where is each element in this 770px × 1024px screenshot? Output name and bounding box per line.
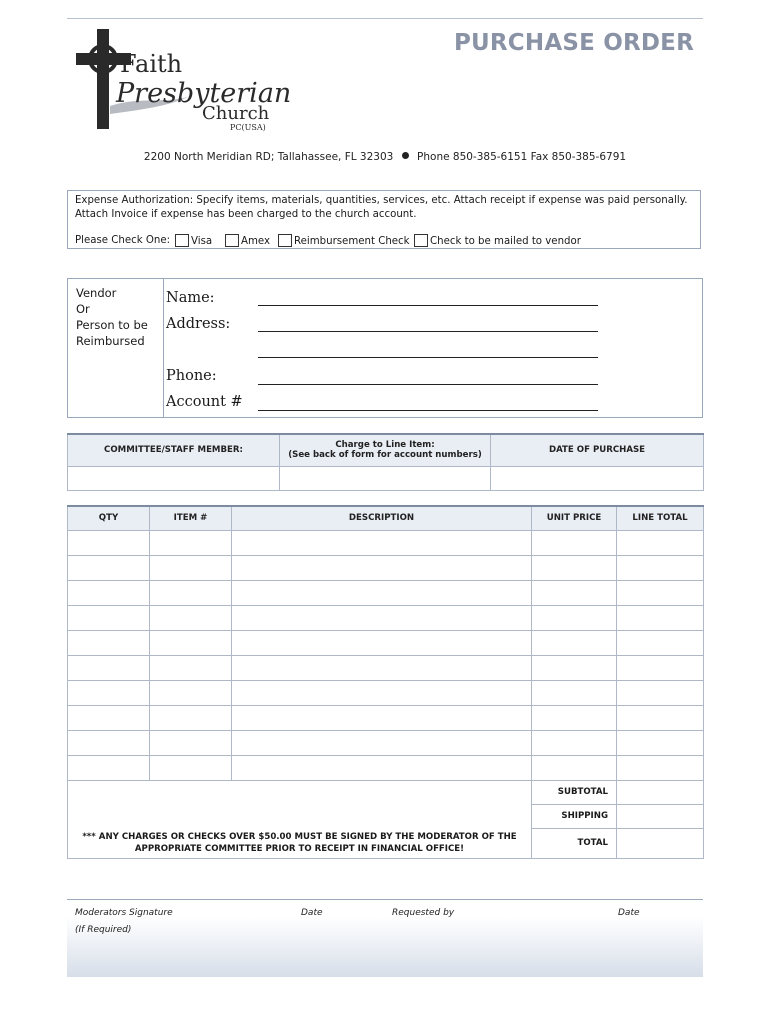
amex-option[interactable] bbox=[225, 234, 270, 249]
item-number-cell[interactable] bbox=[150, 605, 232, 630]
vendor-heading bbox=[76, 285, 148, 349]
line-total-cell[interactable] bbox=[617, 730, 704, 755]
item-number-cell[interactable] bbox=[150, 630, 232, 655]
unit-price-cell[interactable] bbox=[532, 580, 617, 605]
vendor-account-label: Account # bbox=[166, 394, 243, 410]
table-row bbox=[68, 530, 704, 555]
line-total-header: LINE TOTAL bbox=[617, 506, 704, 530]
item-number-cell[interactable] bbox=[150, 555, 232, 580]
church-address-line bbox=[0, 151, 770, 163]
table-row bbox=[68, 755, 704, 780]
celtic-cross-icon bbox=[70, 26, 290, 136]
vendor-phone-label: Phone: bbox=[166, 368, 217, 384]
qty-cell[interactable] bbox=[68, 630, 150, 655]
unit-price-cell[interactable] bbox=[532, 605, 617, 630]
vendor-phone-field[interactable] bbox=[258, 384, 598, 385]
description-cell[interactable] bbox=[232, 530, 532, 555]
table-row bbox=[68, 730, 704, 755]
reimbursement-label: Reimbursement Check bbox=[294, 236, 410, 247]
vendor-heading-line: Or bbox=[76, 302, 90, 316]
bullet-icon bbox=[402, 152, 409, 159]
qty-cell[interactable] bbox=[68, 680, 150, 705]
moderator-signature-label: Moderators Signature bbox=[75, 908, 173, 918]
item-number-cell[interactable] bbox=[150, 755, 232, 780]
qty-cell[interactable] bbox=[68, 605, 150, 630]
visa-option[interactable] bbox=[175, 234, 212, 249]
moderator-notice bbox=[68, 828, 532, 858]
line-total-cell[interactable] bbox=[617, 705, 704, 730]
church-logo bbox=[70, 26, 290, 136]
description-cell[interactable] bbox=[232, 730, 532, 755]
total-label: TOTAL bbox=[532, 828, 617, 858]
item-number-cell[interactable] bbox=[150, 705, 232, 730]
amex-label: Amex bbox=[241, 236, 271, 247]
date-of-purchase-header: DATE OF PURCHASE bbox=[491, 434, 704, 466]
line-total-cell[interactable] bbox=[617, 680, 704, 705]
unit-price-cell[interactable] bbox=[532, 630, 617, 655]
committee-cell[interactable] bbox=[68, 466, 280, 490]
vendor-heading-line: Person to be bbox=[76, 318, 148, 332]
requested-by-label: Requested by bbox=[392, 908, 455, 918]
vendor-heading-line: Reimbursed bbox=[76, 334, 145, 348]
if-required-label: (If Required) bbox=[75, 925, 132, 935]
vendor-divider bbox=[163, 279, 164, 417]
line-total-cell[interactable] bbox=[617, 530, 704, 555]
table-row bbox=[68, 680, 704, 705]
description-cell[interactable] bbox=[232, 705, 532, 730]
vendor-name-field[interactable] bbox=[258, 305, 598, 306]
total-cell[interactable] bbox=[617, 828, 704, 858]
item-number-header: ITEM # bbox=[150, 506, 232, 530]
description-cell[interactable] bbox=[232, 680, 532, 705]
description-cell[interactable] bbox=[232, 580, 532, 605]
authorization-text-1: Expense Authorization: Specify items, materials, quantities, services, etc. Attach receipt if expense was paid personally. bbox=[75, 195, 688, 206]
qty-cell[interactable] bbox=[68, 580, 150, 605]
vendor-heading-line: Vendor bbox=[76, 286, 117, 300]
address-text: 2200 North Meridian RD; Tallahassee, FL 32303 bbox=[143, 151, 394, 163]
visa-checkbox[interactable] bbox=[175, 234, 189, 247]
line-total-cell[interactable] bbox=[617, 605, 704, 630]
line-total-cell[interactable] bbox=[617, 580, 704, 605]
line-total-cell[interactable] bbox=[617, 630, 704, 655]
line-item-header-1: Charge to Line Item: bbox=[335, 440, 435, 451]
phone-text: Phone 850-385-6151 Fax 850-385-6791 bbox=[417, 151, 627, 163]
line-total-cell[interactable] bbox=[617, 555, 704, 580]
item-number-cell[interactable] bbox=[150, 655, 232, 680]
unit-price-cell[interactable] bbox=[532, 680, 617, 705]
date-label-2: Date bbox=[618, 908, 640, 918]
items-table bbox=[67, 505, 704, 859]
amex-checkbox[interactable] bbox=[225, 234, 239, 247]
shipping-cell[interactable] bbox=[617, 804, 704, 828]
unit-price-cell[interactable] bbox=[532, 530, 617, 555]
qty-header: QTY bbox=[68, 506, 150, 530]
top-rule bbox=[67, 18, 703, 19]
reimbursement-checkbox[interactable] bbox=[278, 234, 292, 247]
expense-authorization-box bbox=[67, 190, 701, 249]
unit-price-header: UNIT PRICE bbox=[532, 506, 617, 530]
committee-header: COMMITTEE/STAFF MEMBER: bbox=[68, 434, 280, 466]
description-header: DESCRIPTION bbox=[232, 506, 532, 530]
vendor-account-field[interactable] bbox=[258, 410, 598, 411]
vendor-address-field-2[interactable] bbox=[258, 357, 598, 358]
line-item-header-2: (See back of form for account numbers) bbox=[288, 450, 482, 461]
unit-price-cell[interactable] bbox=[532, 705, 617, 730]
committee-table bbox=[67, 433, 704, 491]
vendor-box bbox=[67, 278, 703, 418]
qty-cell[interactable] bbox=[68, 730, 150, 755]
svg-text:Presbyterian: Presbyterian bbox=[116, 78, 290, 109]
description-cell[interactable] bbox=[232, 655, 532, 680]
line-item-header bbox=[280, 434, 491, 466]
reimbursement-option[interactable] bbox=[278, 234, 410, 249]
table-row bbox=[68, 580, 704, 605]
svg-text:PC(USA): PC(USA) bbox=[230, 123, 266, 132]
mail-vendor-label: Check to be mailed to vendor bbox=[430, 236, 581, 247]
subtotal-label: SUBTOTAL bbox=[532, 780, 617, 804]
vendor-name-label: Name: bbox=[166, 290, 215, 306]
item-number-cell[interactable] bbox=[150, 730, 232, 755]
notice-line-2: APPROPRIATE COMMITTEE PRIOR TO RECEIPT IN FINANCIAL OFFICE! bbox=[134, 843, 465, 854]
item-number-cell[interactable] bbox=[150, 580, 232, 605]
line-total-cell[interactable] bbox=[617, 755, 704, 780]
qty-cell[interactable] bbox=[68, 705, 150, 730]
qty-cell[interactable] bbox=[68, 755, 150, 780]
item-rows bbox=[68, 530, 704, 780]
description-cell[interactable] bbox=[232, 605, 532, 630]
unit-price-cell[interactable] bbox=[532, 755, 617, 780]
description-cell[interactable] bbox=[232, 630, 532, 655]
qty-cell[interactable] bbox=[68, 530, 150, 555]
unit-price-cell[interactable] bbox=[532, 555, 617, 580]
qty-cell[interactable] bbox=[68, 555, 150, 580]
check-prompt: Please Check One: bbox=[75, 235, 171, 246]
subtotal-cell[interactable] bbox=[617, 780, 704, 804]
table-row bbox=[68, 555, 704, 580]
visa-label: Visa bbox=[191, 236, 213, 247]
svg-text:Faith: Faith bbox=[120, 50, 183, 78]
table-row bbox=[68, 630, 704, 655]
date-of-purchase-cell[interactable] bbox=[491, 466, 704, 490]
footer-band bbox=[67, 917, 703, 977]
line-item-cell[interactable] bbox=[280, 466, 491, 490]
mail-vendor-checkbox[interactable] bbox=[414, 234, 428, 247]
item-number-cell[interactable] bbox=[150, 530, 232, 555]
table-row bbox=[68, 655, 704, 680]
description-cell[interactable] bbox=[232, 555, 532, 580]
page-title: PURCHASE ORDER bbox=[453, 30, 694, 56]
shipping-label: SHIPPING bbox=[532, 804, 617, 828]
description-cell[interactable] bbox=[232, 755, 532, 780]
qty-cell[interactable] bbox=[68, 655, 150, 680]
notice-spacer bbox=[68, 780, 532, 828]
line-total-cell[interactable] bbox=[617, 655, 704, 680]
authorization-text-2: Attach Invoice if expense has been charged to the church account. bbox=[75, 209, 417, 220]
notice-line-1: *** ANY CHARGES OR CHECKS OVER $50.00 MUST BE SIGNED BY THE MODERATOR OF THE bbox=[82, 831, 517, 842]
signature-rule bbox=[67, 899, 703, 900]
unit-price-cell[interactable] bbox=[532, 730, 617, 755]
vendor-address-field[interactable] bbox=[258, 331, 598, 332]
table-row bbox=[68, 605, 704, 630]
item-number-cell[interactable] bbox=[150, 680, 232, 705]
svg-text:Church: Church bbox=[202, 103, 270, 124]
table-row bbox=[68, 705, 704, 730]
vendor-address-label: Address: bbox=[166, 316, 231, 332]
mail-vendor-option[interactable] bbox=[414, 234, 581, 249]
date-label-1: Date bbox=[301, 908, 323, 918]
unit-price-cell[interactable] bbox=[532, 655, 617, 680]
